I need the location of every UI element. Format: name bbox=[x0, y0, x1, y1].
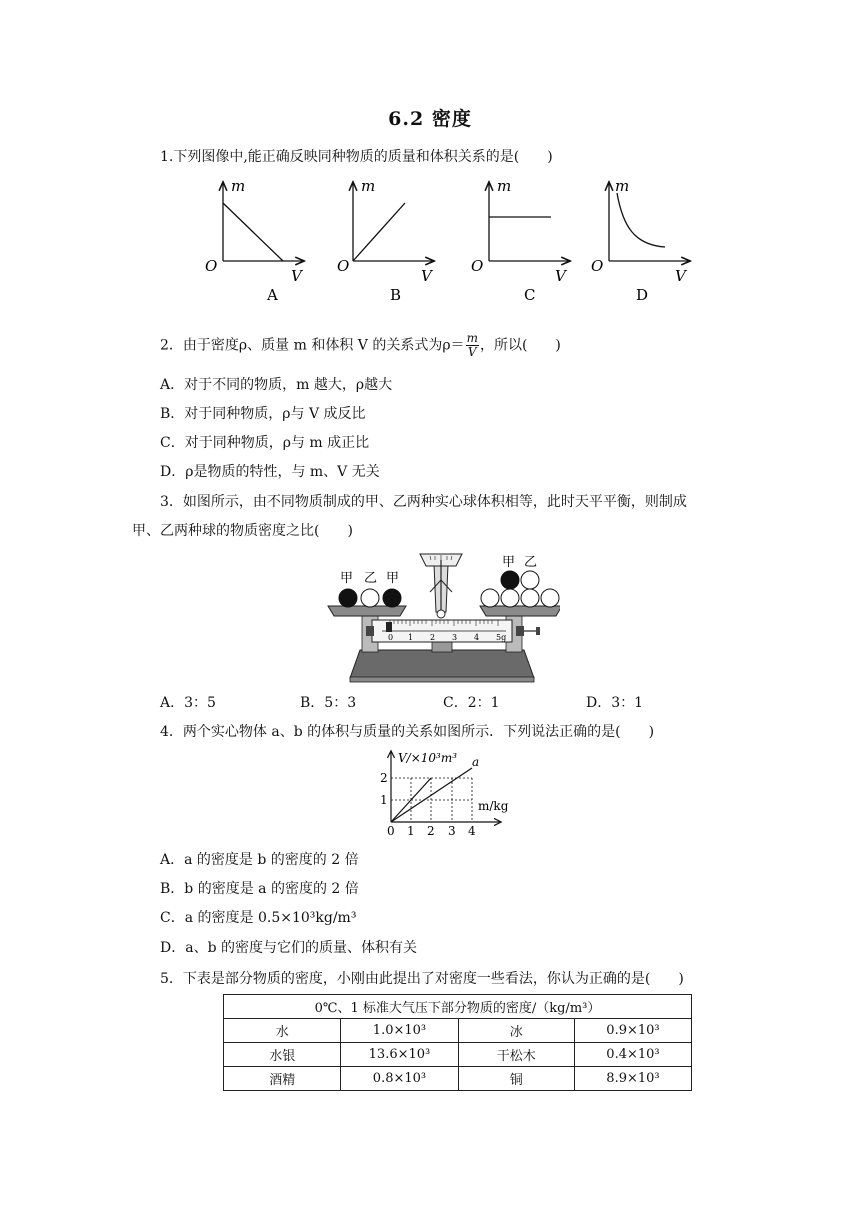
q4-x-axis-label: m/kg bbox=[478, 799, 509, 813]
question-4-option-a: A．a 的密度是 b 的密度的 2 倍 bbox=[160, 852, 359, 868]
graph-d-curve bbox=[617, 193, 665, 247]
question-4-option-d: D．a、b 的密度与它们的质量、体积有关 bbox=[160, 940, 417, 956]
scale-tick-2: 2 bbox=[430, 633, 436, 642]
graph-d bbox=[591, 177, 689, 304]
q4-x-tick-0: 0 bbox=[387, 824, 395, 838]
table-cell: 0.8×10³ bbox=[341, 1067, 458, 1091]
graph-a-origin: O bbox=[205, 257, 218, 275]
question-3-option-d: D．3：1 bbox=[586, 695, 644, 711]
question-3-option-b: B．5：3 bbox=[300, 695, 357, 711]
graph-d-x-label: V bbox=[675, 267, 686, 285]
graph-a-label: A bbox=[267, 286, 278, 304]
series-a-line bbox=[391, 768, 472, 822]
question-2-stem-pre: 2．由于密度ρ、质量 m 和体积 V 的关系式为ρ＝ bbox=[160, 337, 465, 354]
question-1-stem: 1.下列图像中,能正确反映同种物质的质量和体积关系的是( ) bbox=[160, 149, 553, 165]
left-ball-jia-2 bbox=[383, 589, 401, 607]
question-2-stem-post: ，所以( ) bbox=[479, 337, 561, 354]
question-3-option-c: C．2：1 bbox=[443, 695, 500, 711]
table-cell: 13.6×10³ bbox=[341, 1043, 458, 1067]
right-label-jia: 甲 bbox=[502, 555, 516, 570]
scale-tick-3: 3 bbox=[452, 633, 458, 642]
graph-d-label: D bbox=[636, 286, 649, 304]
left-pan bbox=[328, 606, 406, 616]
question-4-option-b: B．b 的密度是 a 的密度的 2 倍 bbox=[160, 881, 359, 897]
table-cell: 酒精 bbox=[224, 1067, 341, 1091]
left-label-yi: 乙 bbox=[364, 571, 378, 586]
graph-b-label: B bbox=[390, 286, 402, 304]
fraction-denominator: V bbox=[467, 345, 477, 359]
table-cell: 干松木 bbox=[458, 1043, 574, 1067]
graph-c-x-label: V bbox=[555, 267, 566, 285]
question-5-stem: 5．下表是部分物质的密度，小刚由此提出了对密度一些看法，你认为正确的是( ) bbox=[160, 971, 684, 987]
left-label-jia-1: 甲 bbox=[340, 571, 354, 586]
question-1-graphs bbox=[195, 175, 715, 305]
table-cell: 铜 bbox=[458, 1067, 574, 1091]
right-balance-nut bbox=[516, 626, 524, 636]
table-cell: 水 bbox=[224, 1019, 341, 1043]
q4-y-tick-2: 2 bbox=[380, 771, 388, 785]
q4-x-tick-4: 4 bbox=[468, 824, 476, 838]
left-ball-yi bbox=[361, 589, 379, 607]
left-ball-jia-1 bbox=[339, 589, 357, 607]
graph-b-origin: O bbox=[337, 257, 350, 275]
question-2-stem bbox=[160, 332, 561, 359]
question-2-option-d: D．ρ是物质的特性，与 m、V 无关 bbox=[160, 464, 380, 480]
q4-y-axis-label: V/×10³m³ bbox=[398, 751, 458, 765]
right-label-yi: 乙 bbox=[524, 555, 538, 570]
graph-d-y-label: m bbox=[615, 177, 630, 195]
question-3-stem-line1: 3．如图所示，由不同物质制成的甲、乙两种实心球体积相等，此时天平平衡，则制成 bbox=[160, 494, 687, 510]
q4-series-label: a bbox=[472, 755, 480, 769]
graph-c bbox=[471, 177, 569, 304]
graph-a-x-label: V bbox=[291, 267, 302, 285]
scale-tick-0: 0 bbox=[388, 633, 394, 642]
table-cell: 1.0×10³ bbox=[341, 1019, 458, 1043]
question-2-option-c: C．对于同种物质，ρ与 m 成正比 bbox=[160, 435, 370, 451]
question-4-option-c: C．a 的密度是 0.5×10³kg/m³ bbox=[160, 910, 357, 926]
graph-a-line bbox=[223, 203, 283, 261]
graph-d-origin: O bbox=[591, 257, 604, 275]
question-3-option-a: A．3：5 bbox=[160, 695, 216, 711]
fraction-numerator: m bbox=[466, 331, 478, 345]
density-table bbox=[223, 994, 692, 1091]
table-cell: 水银 bbox=[224, 1043, 341, 1067]
graph-c-origin: O bbox=[471, 257, 484, 275]
table-cell: 冰 bbox=[458, 1019, 574, 1043]
table-cell: 0.4×10³ bbox=[574, 1043, 691, 1067]
page-title: 6.2 密度 bbox=[388, 108, 472, 130]
table-row bbox=[224, 1043, 692, 1067]
left-balance-nut bbox=[366, 626, 374, 636]
right-ball-yi-5 bbox=[521, 571, 539, 589]
right-ball-yi-2 bbox=[501, 589, 519, 607]
question-2-option-a: A．对于不同的物质，m 越大，ρ越大 bbox=[160, 377, 393, 393]
scale-tick-1: 1 bbox=[408, 633, 414, 642]
graph-b bbox=[337, 177, 434, 304]
question-4-stem: 4．两个实心物体 a、b 的体积与质量的关系如图所示．下列说法正确的是( ) bbox=[160, 724, 655, 740]
scale-tick-4: 4 bbox=[474, 633, 480, 642]
table-row bbox=[224, 1067, 692, 1091]
question-3-stem-line2: 甲、乙两种球的物质密度之比( ) bbox=[132, 523, 353, 539]
graph-b-y-label: m bbox=[361, 177, 376, 195]
graph-c-label: C bbox=[524, 286, 536, 304]
table-cell: 0.9×10³ bbox=[574, 1019, 691, 1043]
q4-x-tick-3: 3 bbox=[448, 824, 456, 838]
right-pan bbox=[480, 606, 560, 616]
density-fraction bbox=[466, 332, 479, 359]
graph-a bbox=[205, 177, 304, 304]
balance-rider bbox=[386, 622, 392, 632]
right-ball-yi-4 bbox=[541, 589, 559, 607]
scale-tick-5: 5g bbox=[496, 633, 507, 642]
table-row bbox=[224, 1019, 692, 1043]
right-ball-jia bbox=[501, 571, 519, 589]
q4-y-tick-1: 1 bbox=[380, 793, 388, 807]
balance-figure bbox=[320, 550, 560, 685]
balance-base bbox=[350, 650, 534, 678]
q4-x-tick-1: 1 bbox=[407, 824, 415, 838]
question-2-option-b: B．对于同种物质，ρ与 V 成反比 bbox=[160, 406, 366, 422]
q4-x-tick-2: 2 bbox=[427, 824, 435, 838]
question-4-graph bbox=[350, 744, 520, 838]
right-ball-yi-3 bbox=[521, 589, 539, 607]
graph-a-y-label: m bbox=[231, 177, 246, 195]
graph-b-line bbox=[353, 203, 405, 261]
right-ball-yi-1 bbox=[481, 589, 499, 607]
graph-b-x-label: V bbox=[421, 267, 432, 285]
graph-c-y-label: m bbox=[497, 177, 512, 195]
density-table-caption: 0℃、1 标准大气压下部分物质的密度/（kg/m³） bbox=[224, 995, 692, 1019]
left-label-jia-2: 甲 bbox=[386, 571, 400, 586]
table-cell: 8.9×10³ bbox=[574, 1067, 691, 1091]
